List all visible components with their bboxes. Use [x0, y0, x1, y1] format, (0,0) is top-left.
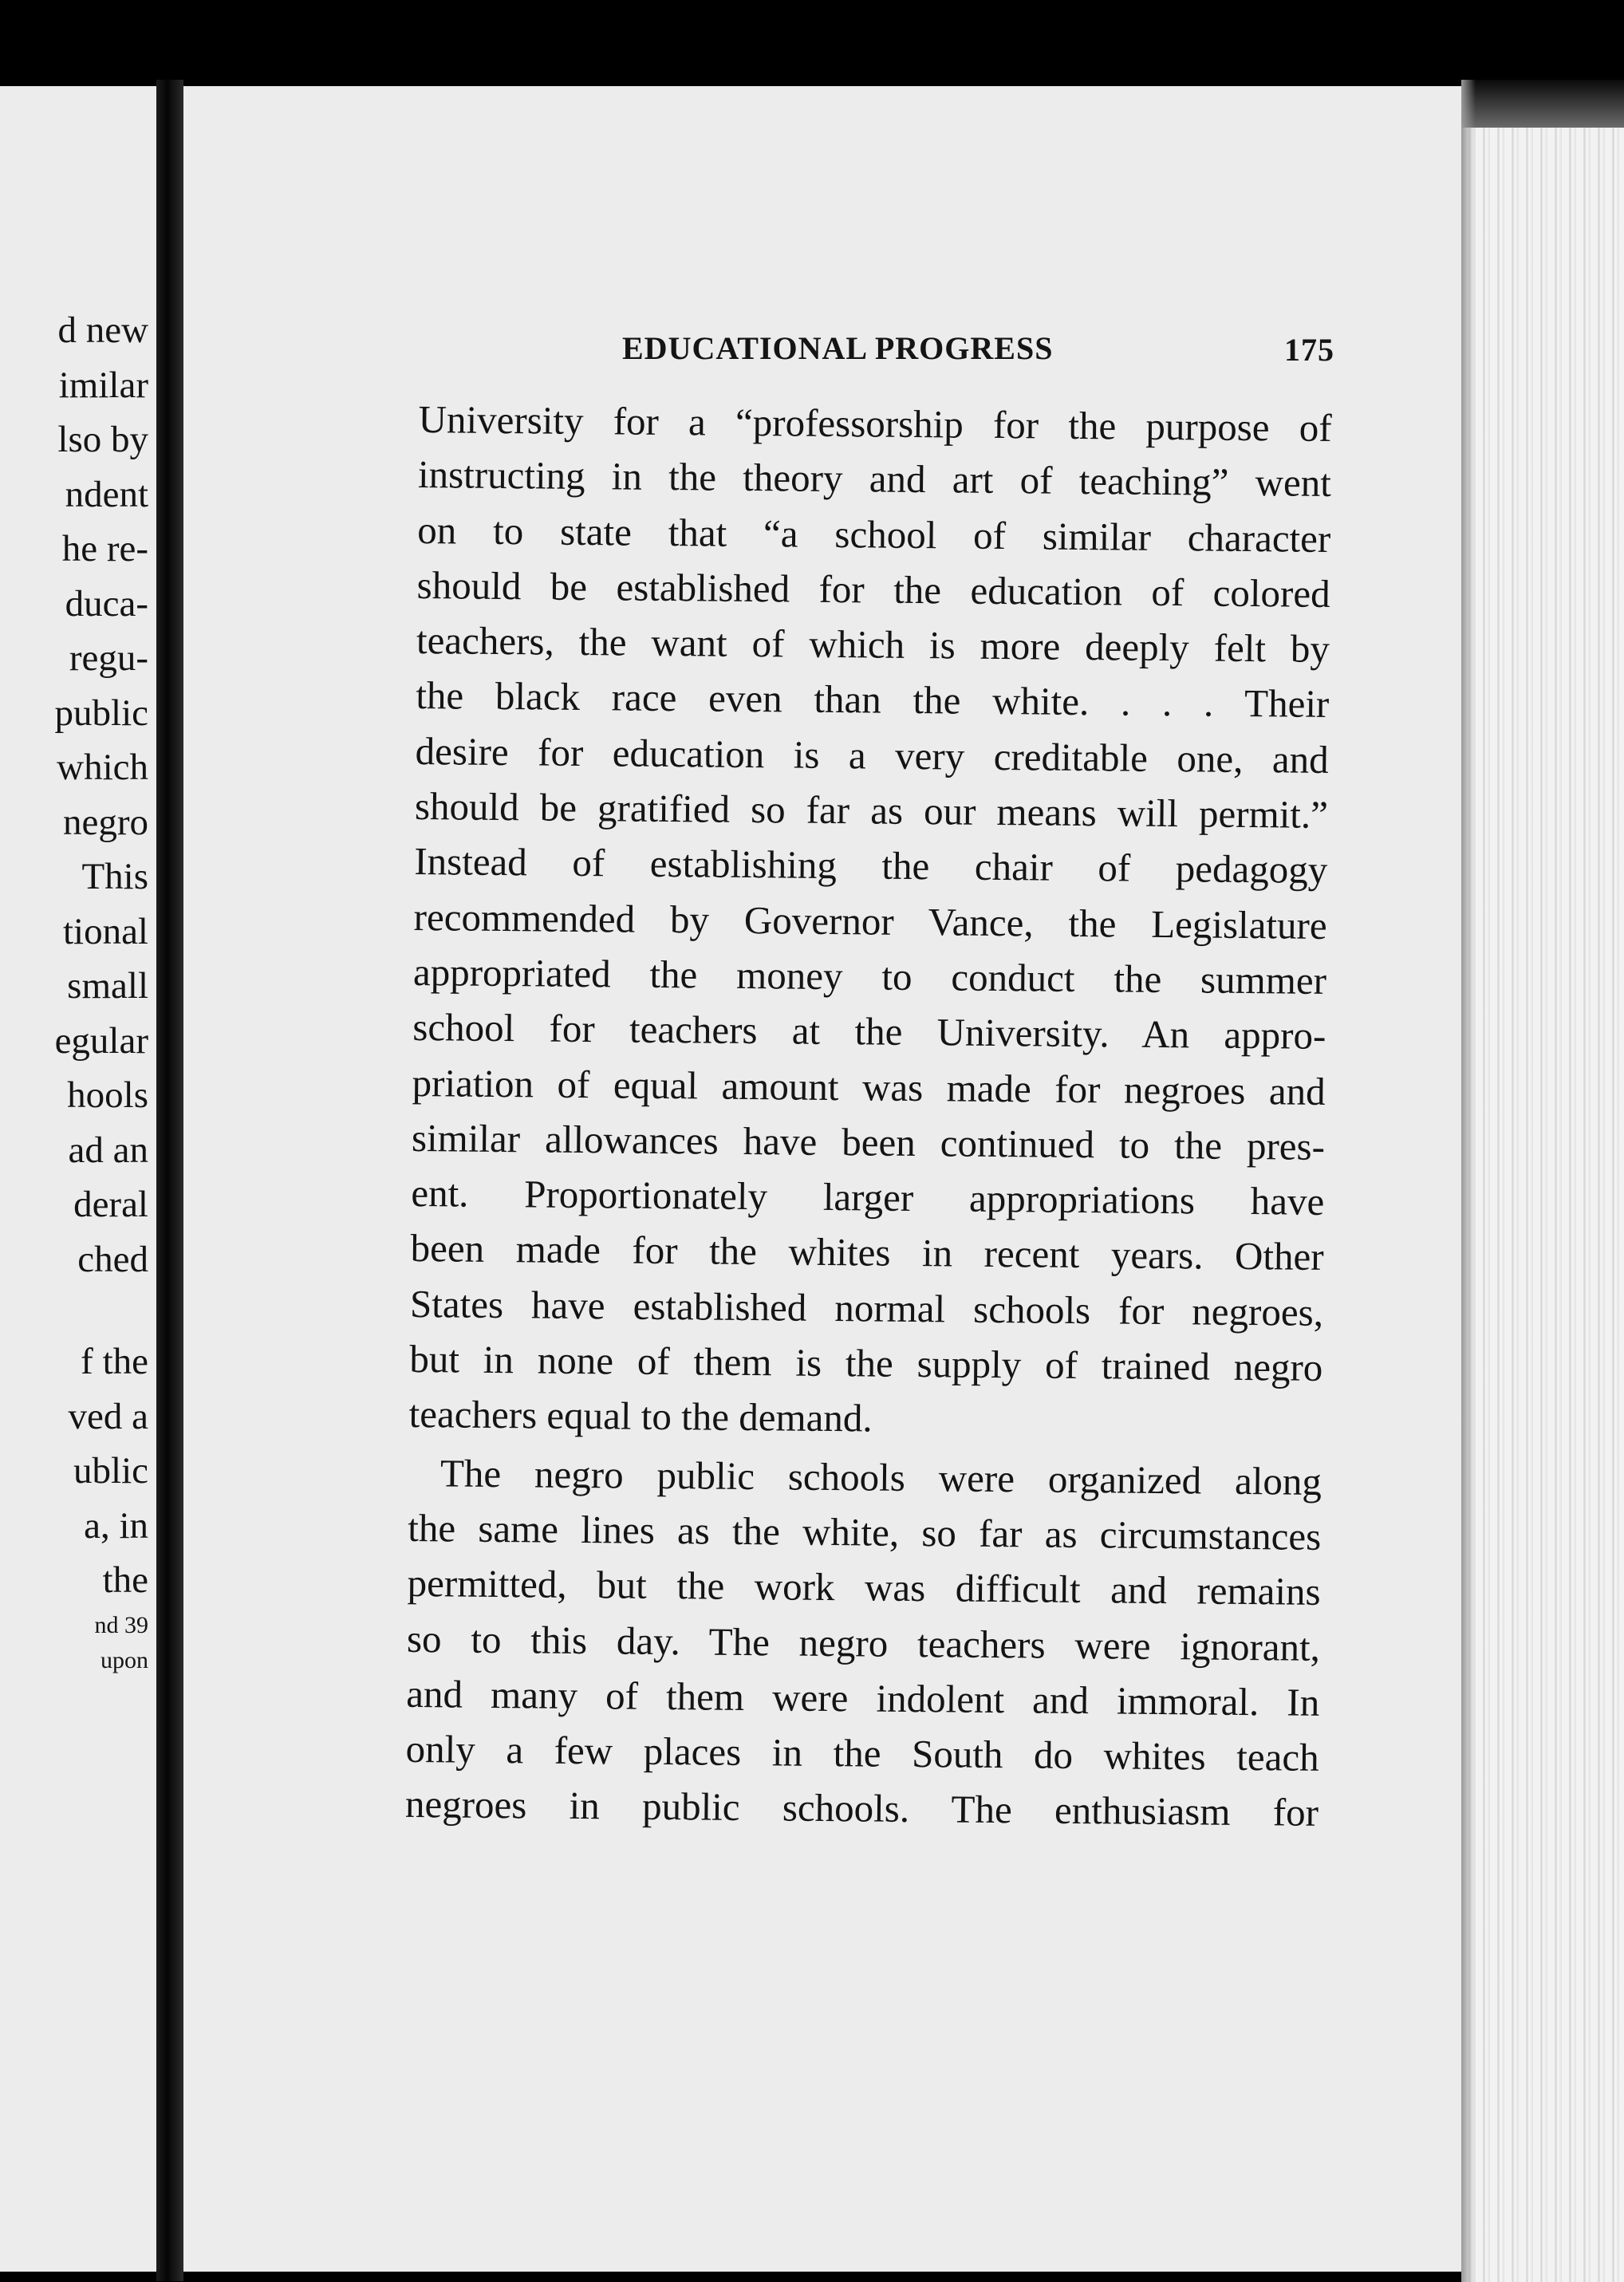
- text-line: should be established for the education of colored: [416, 562, 1330, 616]
- text-line: recommended by Governor Vance, the Legislature: [413, 894, 1327, 948]
- text-line: desire for education is a very creditable one, and: [415, 728, 1329, 782]
- left-fragment-line: ched: [77, 1238, 148, 1280]
- left-fragment-line: negro: [62, 801, 148, 843]
- running-head: EDUCATIONAL PROGRESS: [622, 330, 1054, 366]
- left-fragment-line: deral: [73, 1184, 148, 1225]
- left-fragment-line: This: [81, 856, 148, 897]
- left-facing-page: [0, 86, 160, 2272]
- text-line: States have established normal schools for negroes,: [409, 1281, 1324, 1334]
- left-fragment-line: ndent: [65, 473, 148, 515]
- text-line: the same lines as the white, so far as circumstances: [408, 1505, 1322, 1559]
- text-line: appropriated the money to conduct the summer: [412, 949, 1327, 1003]
- left-fragment-line: he re-: [61, 528, 148, 570]
- left-fragment-line: f the: [81, 1341, 148, 1382]
- page-header: [622, 329, 1340, 367]
- left-fragment-line: small: [67, 965, 148, 1007]
- text-line: should be gratified so far as our means will permit.”: [414, 784, 1329, 838]
- text-line: University for a “professorship for the purpose of: [418, 396, 1332, 450]
- text-line: but in none of them is the supply of trained negro: [409, 1336, 1323, 1389]
- text-line: teachers, the want of which is more deeply felt by: [416, 618, 1330, 672]
- page-edges: [1461, 80, 1624, 2282]
- text-line: been made for the whites in recent years. Other: [410, 1226, 1324, 1279]
- text-line: instructing in the theory and art of teaching” went: [417, 452, 1332, 506]
- left-fragment-line: ved a: [68, 1395, 148, 1437]
- left-footnote-fragment: nd 39: [94, 1611, 148, 1638]
- text-line: permitted, but the work was difficult and remains: [407, 1561, 1321, 1614]
- left-fragment-line: imilar: [58, 364, 148, 406]
- left-paragraph-gap: [55, 1287, 148, 1334]
- text-line: teachers equal to the demand.: [408, 1392, 873, 1441]
- text-line: The negro public schools were organized along: [440, 1450, 1322, 1504]
- text-line: similar allowances have been continued to the pres-: [411, 1115, 1326, 1169]
- left-fragment-line: duca-: [65, 582, 148, 625]
- left-fragment-line: hools: [67, 1074, 148, 1116]
- page-edges-shadow-left: [1461, 80, 1476, 2282]
- left-page-text-fragments: [55, 303, 148, 1678]
- text-line: and many of them were indolent and immoral. In: [406, 1671, 1320, 1724]
- book-gutter: [156, 80, 183, 2281]
- left-fragment-line: ublic: [73, 1450, 148, 1492]
- text-line: the black race even than the white. . . . Their: [416, 673, 1330, 727]
- text-line: school for teachers at the University. An appro-: [412, 1005, 1326, 1058]
- left-fragment-line: which: [57, 747, 148, 788]
- text-line: Instead of establishing the chair of pedagogy: [414, 839, 1328, 893]
- left-footnote-fragment: upon: [101, 1646, 148, 1673]
- page-body-text: [405, 392, 1332, 1841]
- left-fragment-line: regu-: [69, 637, 148, 679]
- text-line: only a few places in the South do whites teach: [405, 1727, 1319, 1780]
- text-line: so to this day. The negro teachers were ignorant,: [406, 1616, 1321, 1669]
- text-line: on to state that “a school of similar character: [417, 507, 1331, 561]
- text-line: negroes in public schools. The enthusiasm for: [404, 1782, 1319, 1835]
- left-fragment-line: lso by: [57, 419, 148, 460]
- book-page: [183, 86, 1461, 2272]
- left-fragment-line: the: [102, 1559, 148, 1601]
- page-number: 175: [1284, 332, 1334, 368]
- text-line: ent. Proportionately larger appropriations have: [411, 1171, 1325, 1224]
- page-edges-shadow-top: [1461, 80, 1624, 128]
- left-fragment-line: d new: [57, 309, 148, 351]
- left-fragment-line: ad an: [68, 1129, 148, 1171]
- text-line: priation of equal amount was made for negroes and: [412, 1060, 1326, 1113]
- left-fragment-line: egular: [54, 1019, 148, 1062]
- left-fragment-line: public: [54, 692, 148, 734]
- left-fragment-line: a, in: [84, 1504, 148, 1547]
- left-fragment-line: tional: [62, 910, 148, 952]
